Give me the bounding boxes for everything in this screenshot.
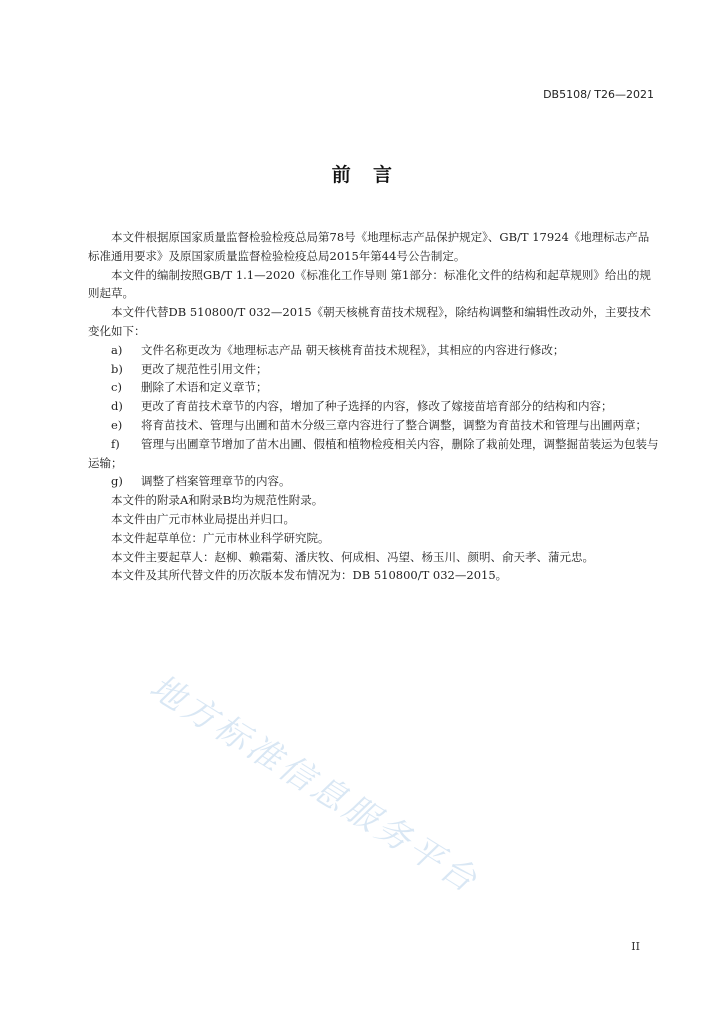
paragraph-drafting-rules: 本文件的编制按照GB/T 1.1—2020《标准化工作导则 第1部分：标准化文件的结构和起草规则》给出的规则起草。 [88,267,651,301]
document-body [88,228,660,585]
list-item [88,472,660,491]
list-text: 更改了育苗技术章节的内容，增加了种子选择的内容，修改了嫁接苗培育部分的结构和内容； [141,399,613,414]
list-marker: a) [111,342,123,357]
paragraph-proposer: 本文件由广元市林业局提出并归口。 [111,511,295,526]
list-text: 将育苗技术、管理与出圃和苗木分级三章内容进行了整合调整，调整为育苗技术和管理与出圃两章； [141,417,647,432]
paragraph-appendix: 本文件的附录A和附录B均为规范性附录。 [111,493,324,508]
list-item [88,416,660,435]
title-char-2: 言 [373,164,393,186]
paragraph-drafters: 本文件主要起草人：赵柳、赖霜菊、潘庆牧、何成相、冯望、杨玉川、颜明、俞天孝、蒲元忠。 [111,549,594,564]
paragraph-replaces: 本文件代替DB 510800/T 032—2015《朝天核桃育苗技术规程》，除结构调整和编辑性改动外，主要技术变化如下： [88,305,651,338]
list-text: 删除了术语和定义章节； [141,380,268,395]
list-text: 更改了规范性引用文件； [141,361,268,376]
page-number: II [631,940,640,953]
list-marker: f) [111,436,120,451]
paragraph-basis: 本文件根据原国家质量监督检验检疫总局第78号《地理标志产品保护规定》、GB/T 17924《地理标志产品标准通用要求》及原国家质量监督检验检疫总局2015年第44号公告制定。 [88,230,650,263]
list-item [88,341,660,360]
list-item [88,378,660,397]
list-text: 文件名称更改为《地理标志产品 朝天核桃育苗技术规程》，其相应的内容进行修改； [141,342,565,357]
list-marker: b) [111,361,123,376]
list-marker: g) [111,474,123,489]
list-item [88,397,660,416]
title-char-1: 前 [331,164,351,186]
paragraph-drafting-unit: 本文件起草单位：广元市林业科学研究院。 [111,530,330,545]
list-item [88,435,660,473]
page-title [0,160,724,187]
watermark: 地方标准信息服务平台 [142,666,487,903]
list-item [88,360,660,379]
list-marker: d) [111,399,123,414]
list-text: 调整了档案管理章节的内容。 [141,474,291,489]
list-marker: c) [111,380,122,395]
document-code: DB5108/ T26—2021 [543,88,654,101]
list-marker: e) [111,417,123,432]
paragraph-history: 本文件及其所代替文件的历次版本发布情况为：DB 510800/T 032—2015。 [111,568,508,583]
list-text: 管理与出圃章节增加了苗木出圃、假植和植物检疫相关内容，删除了栽前处理，调整掘苗装运为包装与运输； [88,436,659,470]
